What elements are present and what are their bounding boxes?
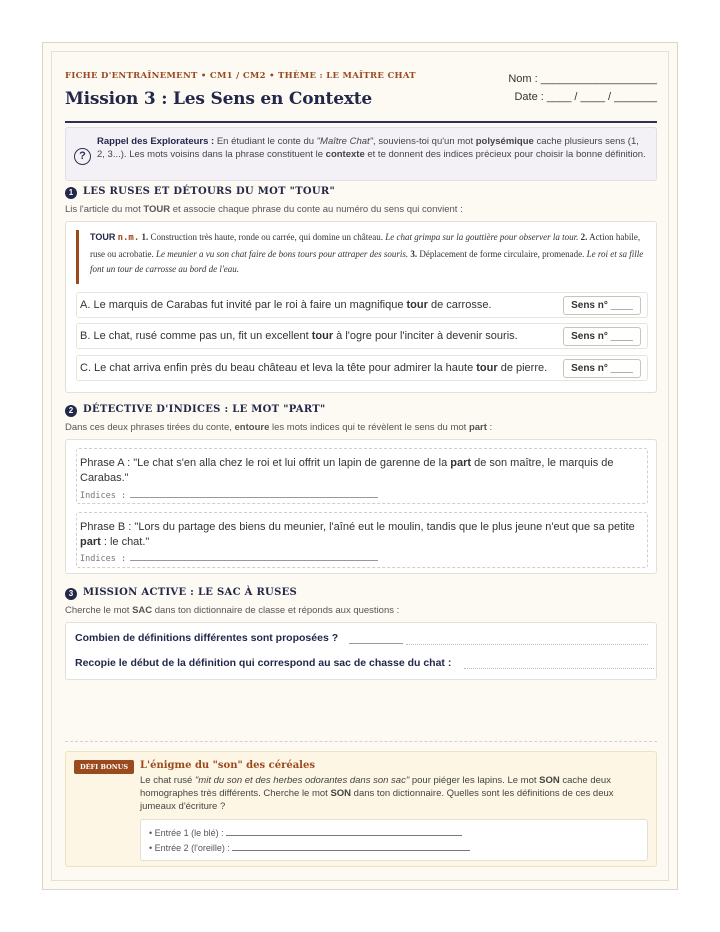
header-kicker: FICHE D'ENTRAÎNEMENT • CM1 / CM2 • THÈME : LE MAÎTRE CHAT — [65, 71, 416, 81]
section-title: MISSION ACTIVE : LE SAC À RUSES — [83, 587, 298, 598]
entries-box — [140, 819, 648, 861]
name-field[interactable]: Nom : ___________________ — [508, 73, 657, 85]
section-title: DÉTECTIVE D'INDICES : LE MOT "PART" — [83, 404, 326, 415]
phrase-box — [76, 512, 648, 568]
answer-blank[interactable] — [349, 643, 403, 644]
section-title: LES RUSES ET DÉTOURS DU MOT "TOUR" — [83, 186, 336, 197]
bonus-title: L'énigme du "son" des céréales — [140, 760, 315, 771]
sentence-text: B. Le chat, rusé comme pas un, fit un excellent tour à l'ogre pour l'inciter à devenir souris. — [80, 330, 518, 342]
phrase-box — [76, 448, 648, 504]
bonus-separator — [65, 741, 657, 742]
sentence-row — [76, 292, 648, 318]
sentence-text: C. Le chat arriva enfin près du beau château et leva la tête pour admirer la haute tour de pierre. — [80, 362, 548, 374]
sens-answer-box[interactable]: Sens n° ____ — [563, 359, 641, 378]
section-2-card — [65, 439, 657, 574]
bonus-box — [65, 751, 657, 867]
page-title: Mission 3 : Les Sens en Contexte — [65, 89, 373, 109]
section-instructions: Lis l'article du mot TOUR et associe chaque phrase du conte au numéro du sens qui convient : — [65, 204, 463, 215]
clue-field[interactable]: Indices : — [80, 552, 378, 564]
phrase-text: Phrase B : "Lors du partage des biens du meunier, l'aîné eut le moulin, tandis que le plus jeune n'eut que sa petite part : le chat." — [80, 521, 635, 548]
answer-line[interactable] — [464, 668, 654, 669]
sens-answer-box[interactable]: Sens n° ____ — [563, 327, 641, 346]
bonus-text: Le chat rusé "mit du son et des herbes odorantes dans son sac" pour piéger les lapins. Le mot SON cache deux homographes très différents. Cherche le mot SON dans ton dictionnaire. Quelles sont les définitions de ces deux jumeaux d'écriture ? — [140, 775, 614, 812]
section-number: 3 — [65, 588, 77, 600]
worksheet — [42, 42, 678, 890]
sentence-row — [76, 323, 648, 349]
sens-answer-box[interactable]: Sens n° ____ — [563, 296, 641, 315]
bonus-tag: DÉFI BONUS — [74, 760, 134, 774]
question-1: Combien de définitions différentes sont proposées ? — [75, 632, 339, 644]
section-3-card — [65, 622, 657, 680]
section-instructions: Cherche le mot SAC dans ton dictionnaire de classe et réponds aux questions : — [65, 605, 400, 616]
entry-1-field[interactable]: • Entrée 1 (le blé) : — [149, 828, 462, 838]
question-icon: ? — [74, 148, 91, 165]
reminder-box — [65, 127, 657, 181]
sentence-text: A. Le marquis de Carabas fut invité par le roi à faire un magnifique tour de carrosse. — [80, 299, 492, 311]
header — [65, 71, 657, 123]
sentence-row — [76, 355, 648, 381]
clue-field[interactable]: Indices : — [80, 489, 378, 501]
entry-2-field[interactable]: • Entrée 2 (l'oreille) : — [149, 843, 470, 853]
date-field[interactable]: Date : ____ / ____ / _______ — [514, 91, 657, 103]
section-number: 1 — [65, 187, 77, 199]
question-2: Recopie le début de la définition qui correspond au sac de chasse du chat : — [75, 657, 452, 669]
answer-line — [406, 644, 648, 645]
dictionary-entry: TOUR n.m. 1. Construction très haute, ronde ou carrée, qui domine un château. Le chat grimpa sur la gouttière pour observer la tour. 2. Action habile, ruse ou acrobatie. Le meunier a vu son chat faire de bons tours pour attraper des souris. 3. Déplacement de forme circulaire, promenade. Le roi et sa fille font un tour de carrosse au bord de l'eau. — [76, 230, 648, 284]
section-number: 2 — [65, 405, 77, 417]
reminder-text: Rappel des Explorateurs : En étudiant le conte du "Maître Chat", souviens-toi qu'un mot polysémique cache plusieurs sens (1, 2, 3...). Les mots voisins dans la phrase constituent le contexte et te donnent des indices précieux pour choisir la bonne définition. — [97, 136, 646, 160]
section-instructions: Dans ces deux phrases tirées du conte, entoure les mots indices qui te révèlent le sens du mot part : — [65, 422, 493, 433]
phrase-text: Phrase A : "Le chat s'en alla chez le roi et lui offrit un lapin de garenne de la part de son maître, le marquis de Carabas." — [80, 457, 614, 484]
section-1-card — [65, 221, 657, 393]
